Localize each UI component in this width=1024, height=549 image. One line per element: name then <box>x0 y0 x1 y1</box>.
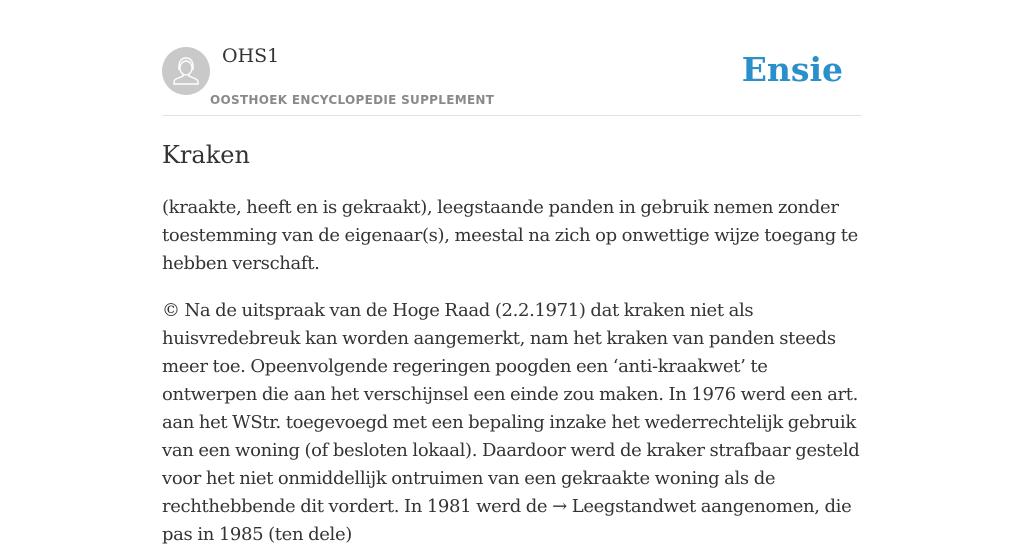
site-logo[interactable]: Ensie <box>741 50 843 89</box>
article-title: Kraken <box>162 141 250 169</box>
article-paragraph-2: © Na de uitspraak van de Hoge Raad (2.2.1971) dat kraken niet als huisvredebreuk kan worden aangemerkt, nam het kraken van panden steeds meer toe. Opeenvolgende regeringen poogden een ‘anti-kraakwet’ te ontwerpen die aan het verschijnsel een einde zou maken. In 1976 werd een art. aan het WStr. toegevoegd met een bepaling inzake het wederrechtelijk gebruik van een woning (of besloten lokaal). Daardoor werd de kraker strafbaar gesteld voor het niet onmiddellijk ontruimen van een gekraakte woning als de rechthebbende dit vordert. In 1981 werd de → Leegstandwet aangenomen, die pas in 1985 (ten dele) <box>162 300 860 545</box>
article-body <box>162 194 862 549</box>
user-avatar-icon[interactable] <box>162 47 210 95</box>
author-link[interactable]: OHS1 <box>222 45 280 67</box>
content-container <box>162 0 862 549</box>
article-paragraph-1: (kraakte, heeft en is gekraakt), leegstaande panden in gebruik nemen zonder toestemming van de eigenaar(s), meestal na zich op onwettige wijze toegang te hebben verschaft. <box>162 197 858 274</box>
header <box>162 0 862 116</box>
publication-subtitle: OOSTHOEK ENCYCLOPEDIE SUPPLEMENT <box>210 93 495 107</box>
